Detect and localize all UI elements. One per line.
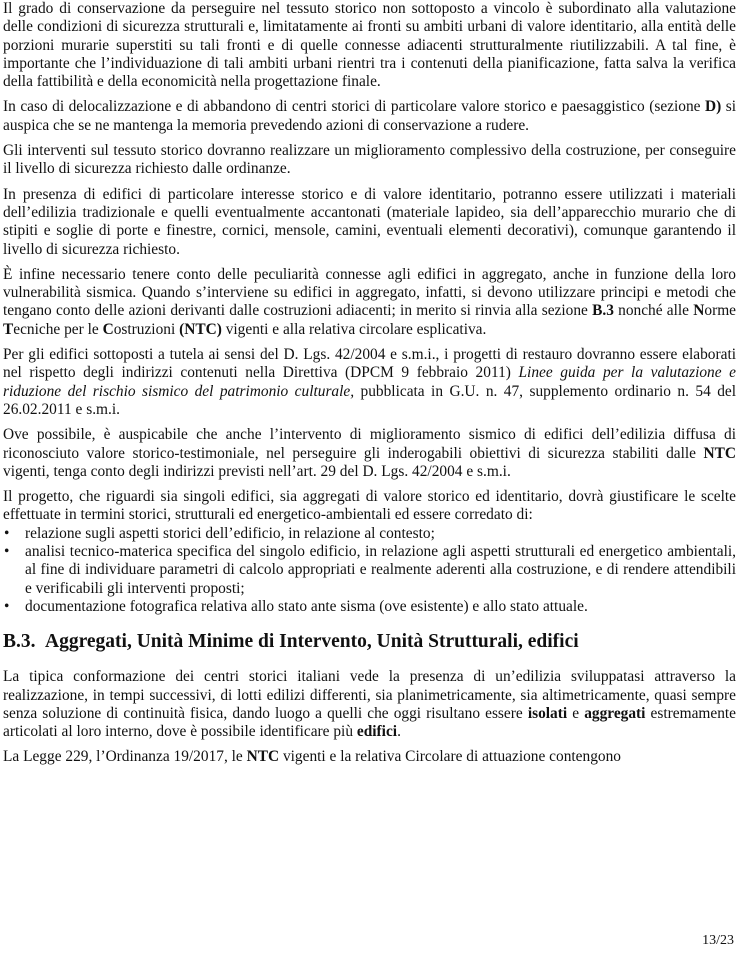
section-number: B.3. [3,631,36,653]
text-run: e [567,704,585,722]
paragraph-seismic-improvement [3,426,736,481]
paragraph-protected-buildings [3,346,736,419]
ntc-abbrev: NTC [703,444,736,462]
text-run: si auspica che se ne mantenga la memoria prevedendo azioni di conservazione a rudere. [3,98,736,134]
text-run: vigenti e alla relativa circolare esplicativa. [221,320,487,338]
paragraph-aggregates [3,266,736,339]
list-item [3,598,736,616]
document-page [3,0,736,774]
initial-letter: N [693,302,705,320]
term-aggregati: aggregati [584,704,646,722]
paragraph-project: Il progetto, che riguardi sia singoli edifici, sia aggregati di valore storico ed identitario, dovrà giustificare le scelte effettuate in termini storici, strutturali ed energetico-ambientali ed essere corredato di: [3,488,736,524]
text-run: Per gli edifici sottoposti a tutela ai sensi del D. Lgs. 42/2004 e s.m.i., i progetti di restauro dovranno essere elaborati nel rispetto degli indirizzi contenuti nella Direttiva (DPCM 9 febbraio 2011) [3,346,736,382]
guideline-title: Linee guida per la valutazione e riduzione del rischio sismico del patrimonio culturale, [3,364,736,400]
paragraph-delocalization [3,98,736,135]
paragraph-materials: In presenza di edifici di particolare interesse storico e di valore identitario, potranno essere utilizzati i materiali dell’edilizia tradizionale e quelli eventualmente accantonati (materiale lapideo, sia dell’apparecchio murario che di stipiti e soglie di porte e finestre, cornici, mensole, camini, eventuali elementi decorativi), comunque garantendo il livello di sicurezza richiesto. [3,185,736,258]
requirements-list [3,525,736,616]
text-run: La Legge 229, l’Ordinanza 19/2017, le [3,748,247,766]
text-run: estremamente articolati al loro interno, dove è possibile identificare più [3,704,737,741]
ntc-abbrev: NTC [246,748,280,766]
section-title: Aggregati, Unità Minime di Intervento, Unità Strutturali, edifici [45,631,579,653]
list-item-text: relazione sugli aspetti storici dell’edificio, in relazione al contesto; [25,524,435,542]
text-run: vigenti e la relativa Circolare di attuazione contengono [279,748,621,766]
list-item-text: documentazione fotografica relativa allo stato ante sisma (ove esistente) e allo stato attuale. [25,597,588,615]
paragraph-law [3,748,736,766]
initial-letter: C [102,320,114,338]
text-run: ostruzioni [113,320,180,338]
text-run: pubblicata in G.U. n. 47, supplemento ordinario n. 54 del 26.02.2011 e s.m.i. [3,382,736,418]
term-isolati: isolati [527,704,568,722]
section-heading [3,630,736,654]
list-item [3,543,736,598]
text-run: ecniche per le [13,320,103,338]
bullet-icon: • [4,597,10,615]
term-edifici: edifici [356,723,398,741]
text-run: Ove possibile, è auspicabile che anche l’intervento di miglioramento sismico di edifici dell’edilizia diffusa di riconosciuto valore storico-testimoniale, nel perseguire gli inderogabili obiettivi di sicurezza stabiliti dalle [3,426,736,462]
text-run: In caso di delocalizzazione e di abbandono di centri storici di particolare valore storico e paesaggistico (sezione [3,98,705,116]
paragraph-conservation: Il grado di conservazione da perseguire nel tessuto storico non sottoposto a vincolo è subordinato alla valutazione delle condizioni di sicurezza strutturali e, limitatamente ai fronti su ambiti urbani di valore identitario, alla entità delle porzioni murarie superstiti su tali fronti e di quelle connesse adiacenti strutturalmente riutilizzabili. A tal fine, è importante che l’individuazione di tali ambiti urbani rientri tra i contenuti della pianificazione, fatta salva la verifica della fattibilità e della economicità nella progettazione finale. [3,0,736,91]
text-run: orme [704,302,736,320]
text-run: nonché alle [613,302,694,320]
text-run: È infine necessario tenere conto delle peculiarità connesse agli edifici in aggregato, anche in funzione della loro vulnerabilità sismica. Quando s’interviene su edifici in aggregato, infatti, si devono utilizzare principi e metodi che tengano conto delle azioni derivanti dalle costruzioni adiacenti; in merito si rinvia alla sezione [3,265,736,320]
section-ref: B.3 [592,302,614,320]
list-item-text: analisi tecnico-materica specifica del singolo edificio, in relazione agli aspetti strutturali ed energetico ambientali, al fine di individuare parametri di calcolo appropriati e realmente aderenti alla costruzione, e di rendere attendibili e verificabili gli interventi proposti; [25,543,736,597]
paragraph-historic-centers [3,668,736,741]
page-number: 13/23 [702,933,734,948]
initial-letter: T [3,320,14,338]
bullet-icon: • [4,543,10,561]
text-run: La tipica conformazione dei centri storici italiani vede la presenza di un’edilizia sviluppatasi attraverso la realizzazione, in tempi successivi, di lotti edilizi differenti, sia planimetricamente, sia altimetricamente, quasi sempre senza soluzione di continuità fisica, dando luogo a quelli che oggi risultano essere [3,668,736,722]
section-ref: D) [704,98,722,116]
ntc-abbrev: (NTC) [179,320,222,338]
list-item [3,525,736,543]
text-run: vigenti, tenga conto degli indirizzi previsti nell’art. 29 del D. Lgs. 42/2004 e s.m.i. [3,462,511,480]
bullet-icon: • [4,524,10,542]
paragraph-interventions: Gli interventi sul tessuto storico dovranno realizzare un miglioramento complessivo della costruzione, per conseguire il livello di sicurezza richiesto dalle ordinanze. [3,142,736,178]
text-run: . [397,723,401,741]
